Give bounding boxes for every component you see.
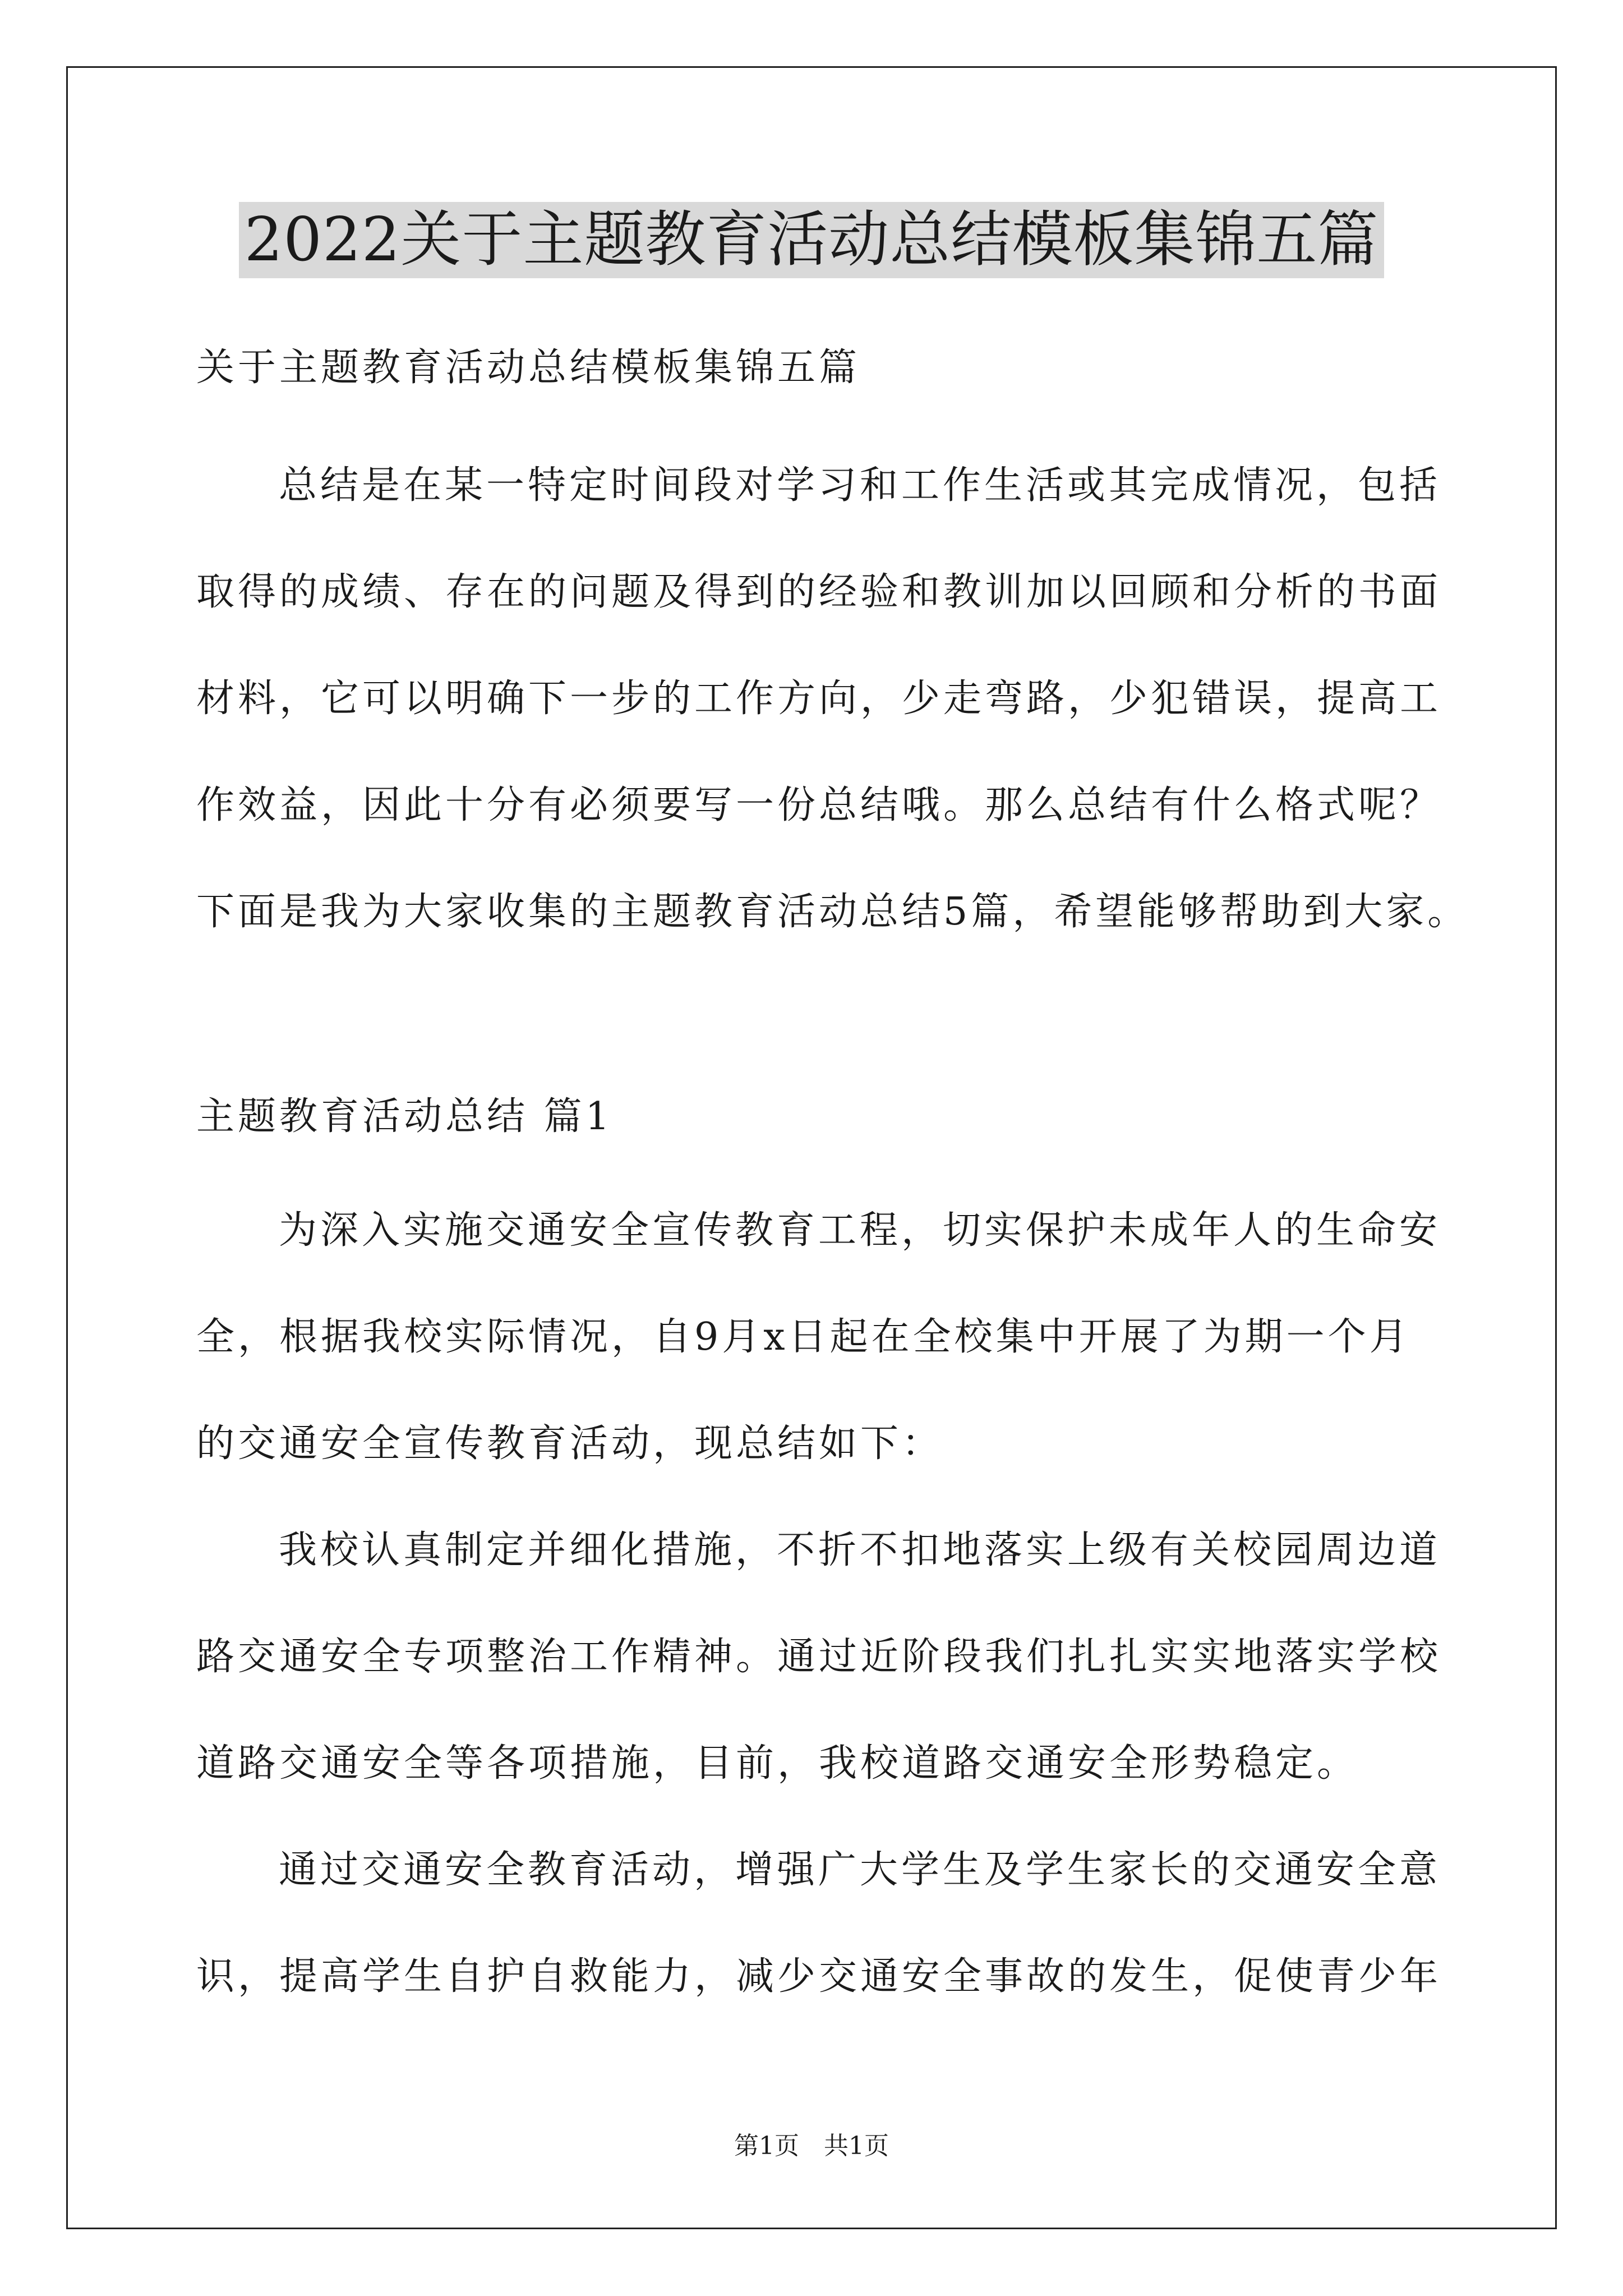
paragraph-1-line-3: 的交通安全宣传教育活动，现总结如下： xyxy=(196,1421,944,1466)
title-wrap xyxy=(0,202,1623,278)
intro-line-4: 作效益，因此十分有必须要写一份总结哦。那么总结有什么格式呢？ xyxy=(196,783,1442,827)
intro-line-2: 取得的成绩、存在的问题及得到的经验和教训加以回顾和分析的书面 xyxy=(196,570,1442,614)
intro-line-1: 总结是在某一特定时间段对学习和工作生活或其完成情况，包括 xyxy=(279,463,1441,508)
paragraph-1-line-2: 全，根据我校实际情况，自9月x日起在全校集中开展了为期一个月 xyxy=(196,1315,1411,1359)
paragraph-3-line-1: 通过交通安全教育活动，增强广大学生及学生家长的交通安全意 xyxy=(279,1848,1441,1892)
subtitle: 关于主题教育活动总结模板集锦五篇 xyxy=(196,346,861,390)
paragraph-3-line-2: 识，提高学生自护自救能力，减少交通安全事故的发生，促使青少年 xyxy=(196,1954,1442,1999)
page-footer: 第1页 共1页 xyxy=(734,2132,889,2160)
intro-line-3: 材料，它可以明确下一步的工作方向，少走弯路，少犯错误，提高工 xyxy=(196,677,1442,721)
section-heading: 主题教育活动总结 篇1 xyxy=(196,1094,613,1139)
paragraph-2-line-1: 我校认真制定并细化措施，不折不扣地落实上级有关校园周边道 xyxy=(279,1528,1441,1572)
paragraph-2-line-3: 道路交通安全等各项措施，目前，我校道路交通安全形势稳定。 xyxy=(196,1741,1359,1786)
paragraph-2-line-2: 路交通安全专项整治工作精神。通过近阶段我们扎扎实实地落实学校 xyxy=(196,1635,1442,1679)
intro-line-5: 下面是我为大家收集的主题教育活动总结5篇，希望能够帮助到大家。 xyxy=(196,890,1469,934)
page-border xyxy=(66,66,1557,2229)
document-title: 2022关于主题教育活动总结模板集锦五篇 xyxy=(239,202,1385,278)
paragraph-1-line-1: 为深入实施交通安全宣传教育工程，切实保护未成年人的生命安 xyxy=(279,1208,1441,1253)
